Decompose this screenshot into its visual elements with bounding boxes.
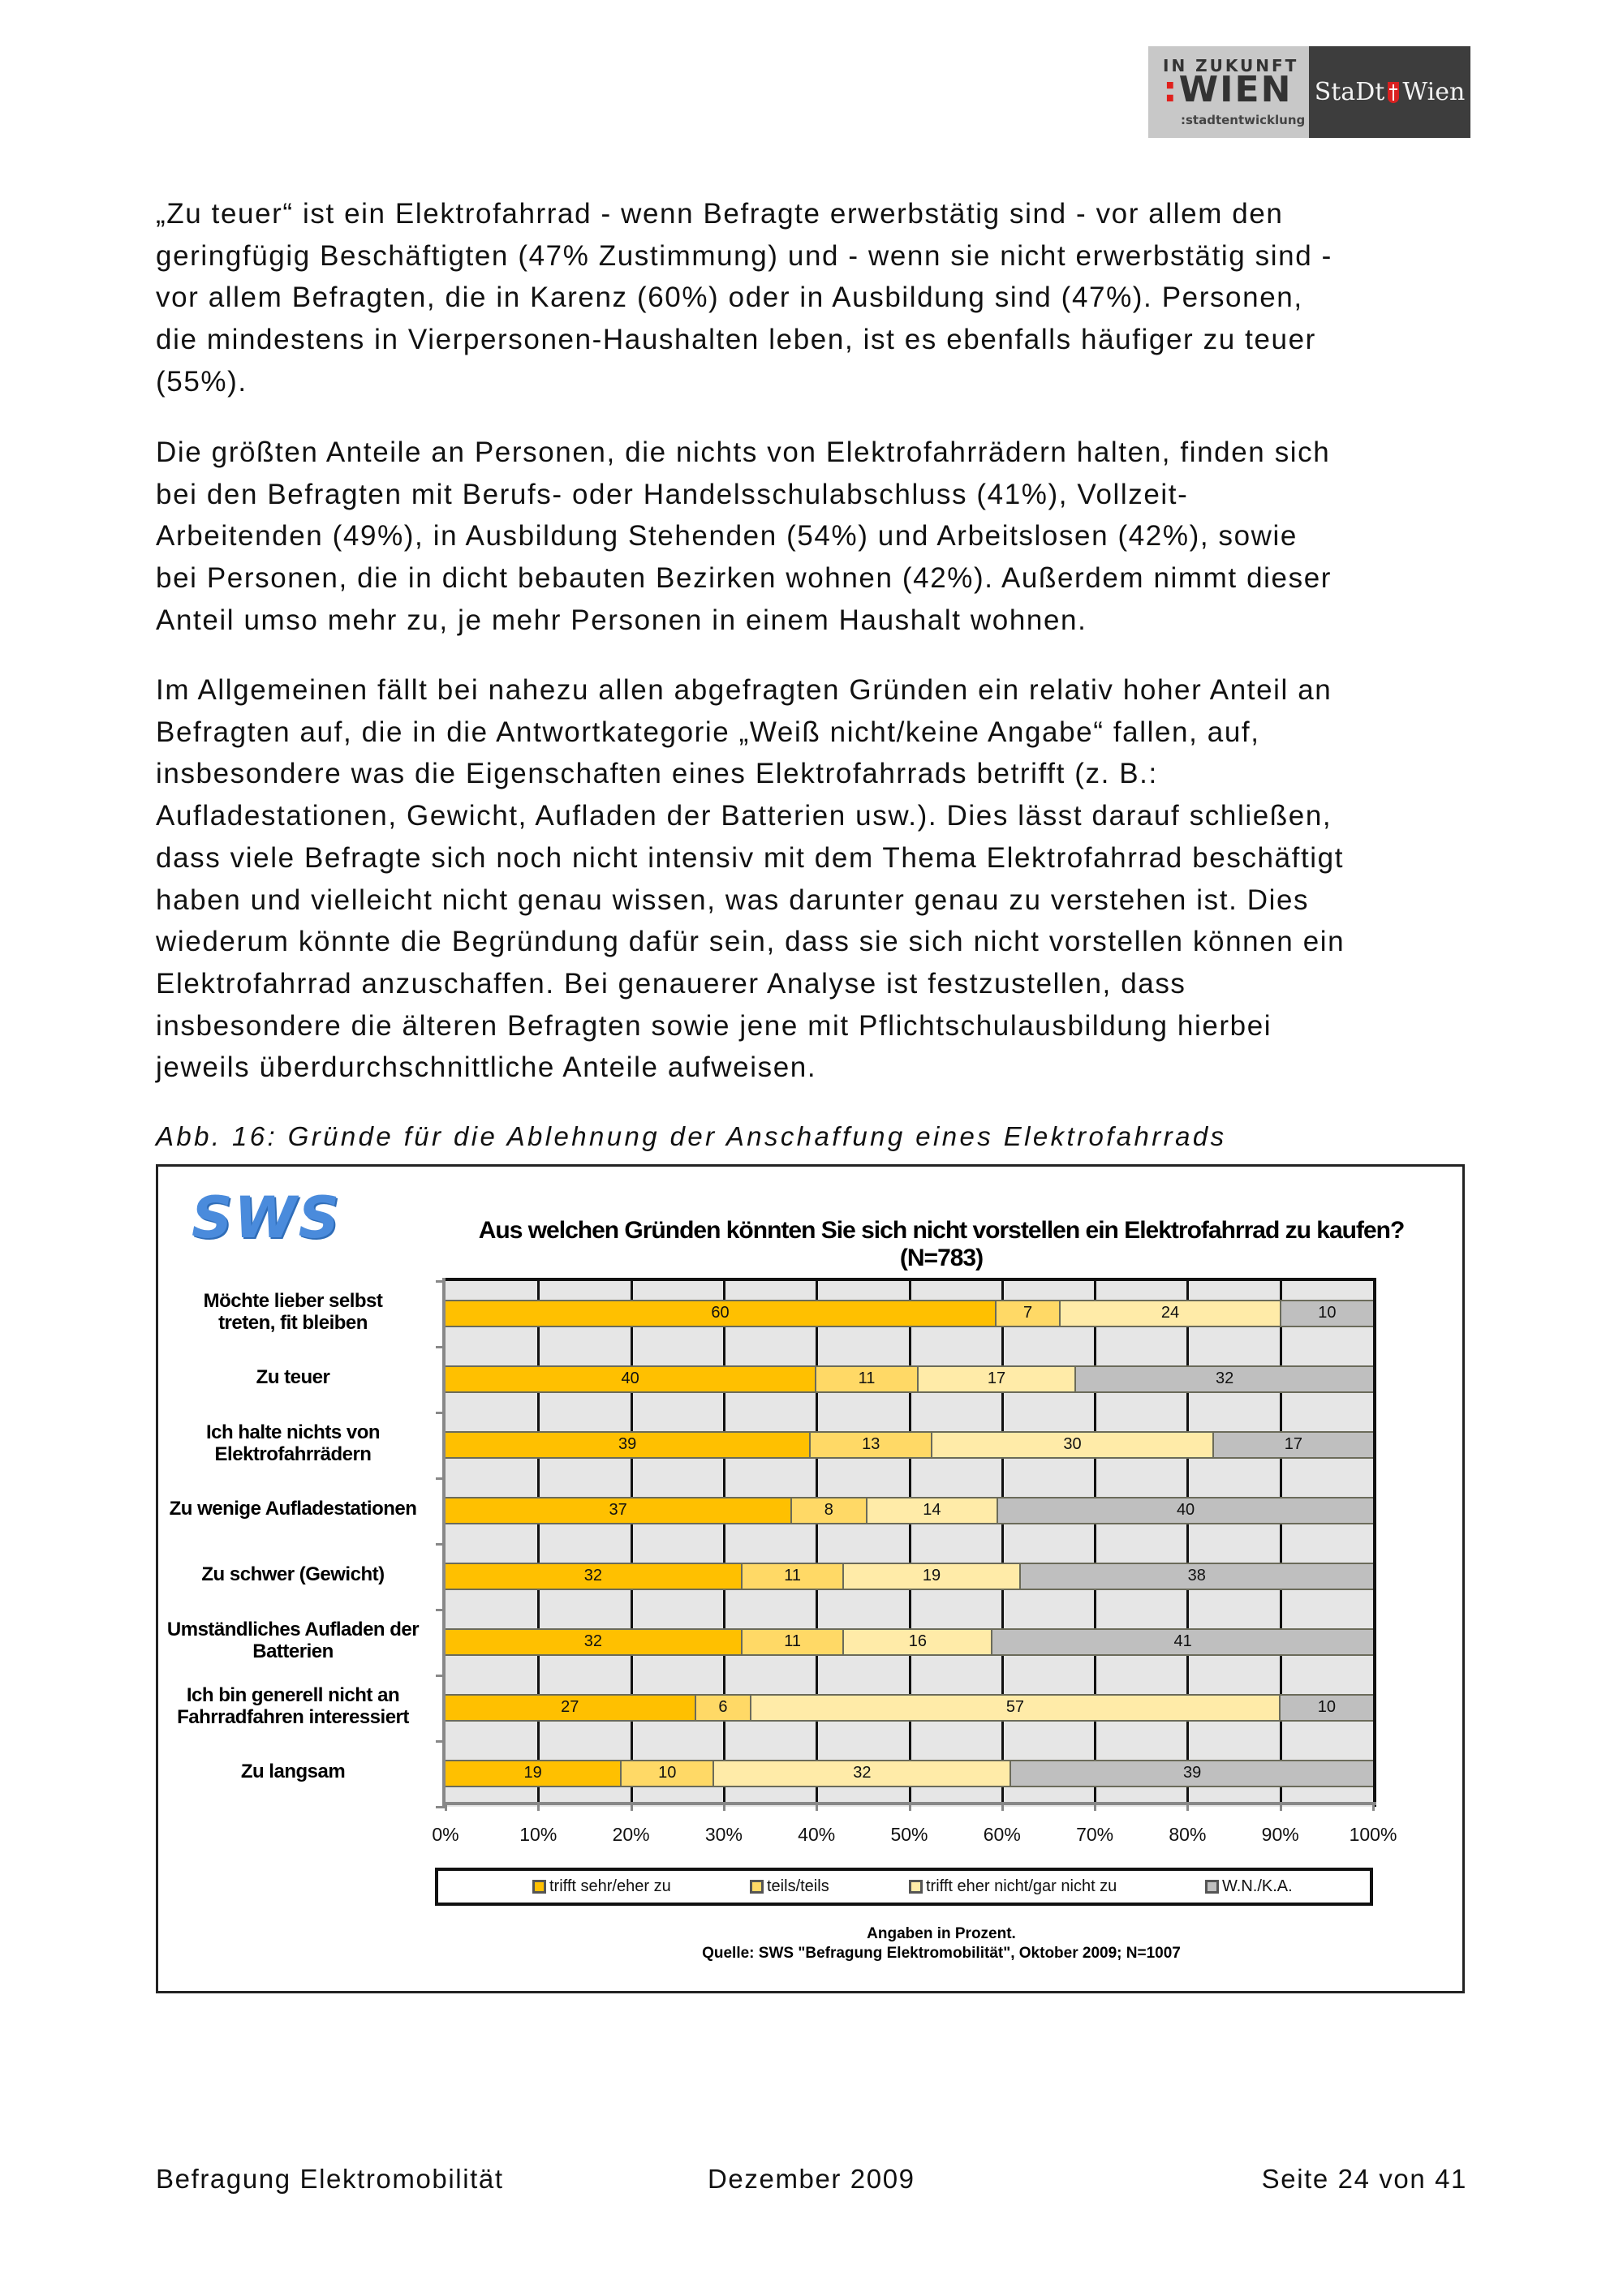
bar-segment: 27	[446, 1696, 696, 1720]
bar-segment: 60	[446, 1301, 997, 1326]
x-tick	[1280, 1804, 1282, 1811]
x-tick	[909, 1804, 911, 1811]
x-tick	[723, 1804, 725, 1811]
paragraph-3: Im Allgemeinen fällt bei nahezu allen abgefragten Gründen ein relativ hoher Anteil an Befragten auf, die in die Antwortkategorie „Weiß nicht/keine Angabe“ fallen, auf, insbesondere was die Eigenschaften eines Elektrofahrrads betrifft (z. B.: Aufladestationen, Gewicht, Aufladen der Batterien usw.). Dies lässt darauf schließen, dass viele Befragte sich noch nicht intensiv mit dem Thema Elektrofahrrad beschäftigt haben und vielleicht nicht genau wissen, was darunter genau zu verstehen ist. Dies wiederum könnte die Begründung dafür sein, dass sie sich nicht vorstellen können ein Elektrofahrrad anzuschaffen. Bei genauerer Analyse ist festzustellen, dass insbesondere die älteren Befragten sowie jene mit Pflichtschulausbildung hierbei jeweils überdurchschnittliche Anteile aufweisen.	[156, 674, 1345, 1084]
x-tick	[445, 1804, 447, 1811]
legend-swatch-icon	[532, 1880, 546, 1894]
bar-segment: 10	[622, 1761, 714, 1786]
legend-item: W.N./K.A.	[1205, 1877, 1293, 1896]
sws-logo: SWS	[192, 1185, 342, 1251]
x-tick-label: 70%	[1076, 1824, 1114, 1845]
category-label: Ich halte nichts von Elektrofahrrädern	[205, 1421, 381, 1465]
stacked-bar	[446, 1365, 1373, 1393]
gridline	[816, 1281, 818, 1807]
x-tick	[1094, 1804, 1096, 1811]
bar-segment: 57	[751, 1696, 1281, 1720]
chart-note: Angaben in Prozent.	[867, 1925, 1016, 1942]
logo-zukunft-text: IN ZUKUNFT	[1163, 56, 1299, 75]
paragraph-1: „Zu teuer“ ist ein Elektrofahrrad - wenn Befragte erwerbstätig sind - vor allem den geringfügig Beschäftigten (47% Zustimmung) und - wenn sie nicht erwerbstätig sind - vor allem Befragten, die in Karenz (60%) oder in Ausbildung sind (47%). Personen, die mindestens in Vierpersonen-Haushalten leben, ist es ebenfalls häufiger zu teuer (55%).	[156, 198, 1332, 398]
chart-legend	[435, 1868, 1373, 1906]
bar-segment: 32	[446, 1630, 743, 1654]
bar-segment: 17	[919, 1367, 1076, 1391]
footer-date: Dezember 2009	[708, 2164, 915, 2194]
stacked-bar	[446, 1497, 1373, 1524]
vienna-shield-icon	[1388, 82, 1399, 103]
stacked-bar	[446, 1431, 1373, 1459]
footer-title: Befragung Elektromobilität	[156, 2164, 504, 2194]
bar-segment: 32	[714, 1761, 1011, 1786]
x-tick	[537, 1804, 540, 1811]
gridline	[909, 1281, 911, 1807]
x-tick-label: 50%	[890, 1824, 928, 1845]
bar-segment: 32	[446, 1564, 743, 1589]
bar-segment: 6	[696, 1696, 752, 1720]
chart-source: Quelle: SWS "Befragung Elektromobilität", Oktober 2009; N=1007	[702, 1945, 1181, 1962]
logo-wien-text: :WIEN	[1163, 69, 1293, 110]
x-tick	[1186, 1804, 1189, 1811]
paragraph-2: Die größten Anteile an Personen, die nichts von Elektrofahrrädern halten, finden sich bei den Befragten mit Berufs- oder Handelsschulabschluss (41%), Vollzeit- Arbeitenden (49%), in Ausbildung Stehenden (54%) und Arbeitslosen (42%), sowie bei Personen, die in dicht bebauten Bezirken wohnen (42%). Außerdem nimmt dieser Anteil umso mehr zu, je mehr Personen in einem Haushalt wohnen.	[156, 436, 1332, 636]
legend-swatch-icon	[1205, 1880, 1219, 1894]
gridline	[723, 1281, 725, 1807]
bar-segment: 13	[811, 1433, 932, 1457]
bar-segment: 32	[1076, 1367, 1373, 1391]
chart-plot-area	[446, 1278, 1376, 1807]
category-label: Umständliches Aufladen der Batterien	[166, 1618, 420, 1662]
bar-segment: 30	[932, 1433, 1213, 1457]
x-tick-label: 40%	[798, 1824, 836, 1845]
bar-segment: 11	[743, 1564, 845, 1589]
y-axis	[442, 1278, 446, 1807]
zukunft-wien-logo	[1148, 46, 1309, 138]
gridline	[537, 1281, 540, 1807]
bar-segment: 16	[844, 1630, 992, 1654]
gridline	[1001, 1281, 1004, 1807]
bar-segment: 38	[1021, 1564, 1373, 1589]
bar-segment: 40	[446, 1367, 816, 1391]
x-tick-label: 80%	[1169, 1824, 1207, 1845]
bar-segment: 17	[1214, 1433, 1373, 1457]
bar-segment: 39	[446, 1433, 811, 1457]
category-label: Zu teuer	[256, 1366, 330, 1388]
stadt-wien-logo	[1148, 46, 1470, 138]
stacked-bar	[446, 1628, 1373, 1656]
chart-title: Aus welchen Gründen könnten Sie sich nicht vorstellen ein Elektrofahrrad zu kaufen? (N=783)	[478, 1217, 1405, 1271]
bar-segment: 11	[816, 1367, 919, 1391]
x-tick-label: 20%	[612, 1824, 650, 1845]
legend-swatch-icon	[909, 1880, 923, 1894]
category-label: Zu langsam	[240, 1761, 346, 1782]
x-tick	[1001, 1804, 1004, 1811]
bar-segment: 19	[844, 1564, 1020, 1589]
x-tick-label: 30%	[704, 1824, 743, 1845]
legend-item: trifft eher nicht/gar nicht zu	[909, 1877, 1117, 1896]
category-label: Zu schwer (Gewicht)	[201, 1563, 385, 1585]
bar-segment: 10	[1281, 1301, 1373, 1326]
figure-caption: Abb. 16: Gründe für die Ablehnung der Anschaffung eines Elektrofahrrads	[156, 1121, 1227, 1151]
category-label: Zu wenige Aufladestationen	[169, 1498, 417, 1520]
x-tick-label: 60%	[983, 1824, 1021, 1845]
x-tick-label: 100%	[1349, 1824, 1397, 1845]
bar-segment: 8	[792, 1498, 867, 1523]
gridline	[1186, 1281, 1189, 1807]
bar-segment: 41	[992, 1630, 1373, 1654]
bar-segment: 37	[446, 1498, 792, 1523]
legend-item: trifft sehr/eher zu	[532, 1877, 671, 1896]
stacked-bar	[446, 1694, 1373, 1722]
x-tick	[816, 1804, 818, 1811]
stadt-wien-wordmark: StaDt Wien	[1309, 46, 1470, 138]
x-tick-label: 90%	[1261, 1824, 1299, 1845]
footer-page-number: Seite 24 von 41	[1261, 2164, 1467, 2194]
x-tick-label: 0%	[432, 1824, 459, 1845]
bar-segment: 7	[997, 1301, 1061, 1326]
gridline	[1094, 1281, 1096, 1807]
gridline	[631, 1281, 633, 1807]
bar-segment: 19	[446, 1761, 622, 1786]
x-tick	[1372, 1804, 1375, 1811]
bar-segment: 24	[1061, 1301, 1281, 1326]
bar-segment: 11	[743, 1630, 845, 1654]
logo-stadtentwicklung-text: :stadtentwicklung	[1181, 113, 1306, 127]
stacked-bar	[446, 1563, 1373, 1590]
bar-segment: 14	[867, 1498, 999, 1523]
category-label: Ich bin generell nicht an Fahrradfahren interessiert	[177, 1683, 409, 1728]
bar-segment: 40	[998, 1498, 1373, 1523]
x-tick	[631, 1804, 633, 1811]
stacked-bar	[446, 1300, 1373, 1327]
legend-item: teils/teils	[750, 1877, 829, 1896]
stacked-bar	[446, 1760, 1373, 1787]
bar-segment: 39	[1011, 1761, 1373, 1786]
legend-swatch-icon	[750, 1880, 764, 1894]
gridline	[1280, 1281, 1282, 1807]
bar-segment: 10	[1281, 1696, 1373, 1720]
category-label: Möchte lieber selbst treten, fit bleiben	[203, 1289, 383, 1334]
x-tick-label: 10%	[519, 1824, 558, 1845]
